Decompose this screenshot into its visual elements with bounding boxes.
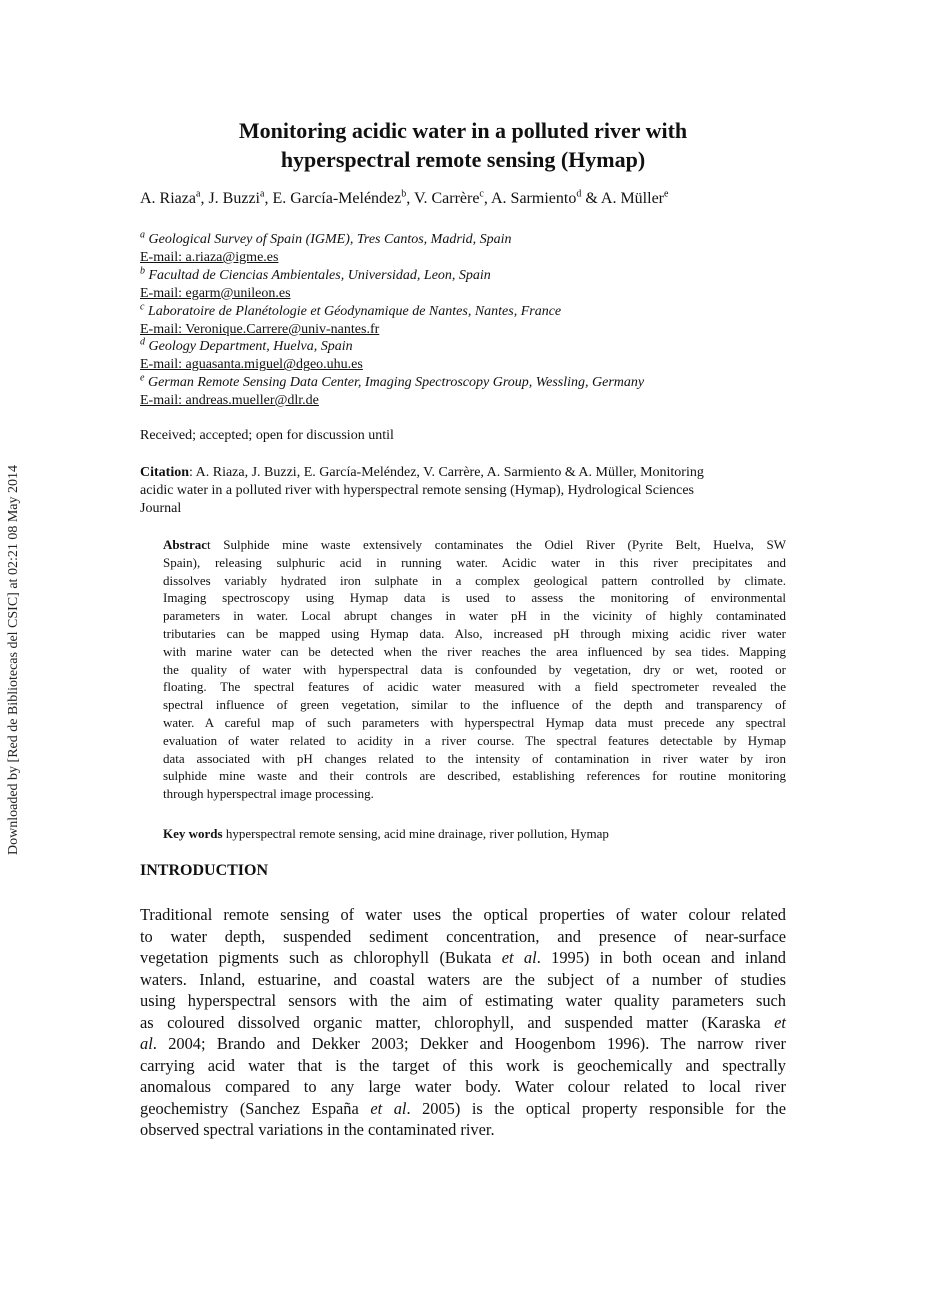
affiliation: $^a$ Geological Survey of Spain (IGME), Tres Cantos, Madrid, Spain: [140, 229, 512, 247]
received-line: Received; accepted; open for discussion until: [140, 428, 394, 443]
download-stamp: Downloaded by [Red de Bibliotecas del CSIC] at 02:21 08 May 2014: [6, 465, 21, 855]
affiliation: $^c$ Laboratoire de Planétologie et Géodynamique de Nantes, Nantes, France: [140, 300, 562, 319]
citation-block: Citation: A. Riaza, J. Buzzi, E. García-Meléndez, V. Carrère, A. Sarmiento & A. Müller, Monitoring acidic water in a polluted river with hyperspectral remote sensing (Hymap), Hydrological Sciences Journal: [140, 465, 704, 516]
paper-title: [140, 116, 786, 174]
author: J. Buzzi$^a$,: [208, 188, 273, 207]
affiliations: [140, 231, 840, 410]
title-line: Monitoring acidic water in a polluted river with: [238, 118, 688, 143]
section-heading: INTRODUCTION: [140, 862, 269, 879]
author: A. Riaza$^a$,: [140, 188, 209, 207]
keywords-line: Key words hyperspectral remote sensing, acid mine drainage, river pollution, Hymap: [163, 826, 609, 841]
author-email-link[interactable]: E-mail: aguasanta.miguel@dgeo.uhu.es: [140, 357, 363, 373]
affiliation: $^b$ Facultad de Ciencias Ambientales, Universidad, Leon, Spain: [140, 265, 491, 283]
author: V. Carrère$^c$,: [413, 188, 491, 207]
introduction-paragraph: Traditional remote sensing of water uses the optical properties of water colour related to water depth, suspended sediment concentration, and presence of near-surface vegetation pigments such as chlorophyll (Bukata et al. 1995) in both ocean and inland waters. Inland, estuarine, and coastal waters are the subject of a number of studies using hyperspectral sensors with the aim of estimating water quality parameters such as coloured dissolved organic matter, chlorophyll, and suspended matter (Karaska et al. 2004; Brando and Dekker 2003; Dekker and Hoogenbom 1996). The narrow river carrying acid water that is the target of this work is geochemically and spectrally anomalous compared to any large water body. Water colour related to local river geochemistry (Sanchez España et al. 2005) is the optical property responsible for the observed spectral variations in the contaminated river.: [140, 905, 786, 1139]
author-email-link[interactable]: E-mail: egarm@unileon.es: [140, 285, 291, 301]
keywords-label: Key words: [163, 826, 223, 841]
abstract-label: Abstrac: [163, 537, 208, 552]
author: A. Müller$^e$: [600, 188, 669, 207]
author-email-link[interactable]: E-mail: Veronique.Carrere@univ-nantes.fr: [140, 321, 380, 337]
author-email-link[interactable]: E-mail: a.riaza@igme.es: [140, 249, 279, 265]
author: E. García-Meléndez$^b$,: [272, 188, 414, 207]
author-list: [140, 190, 800, 208]
author: A. Sarmiento$^d$ &: [491, 188, 601, 207]
abstract-block: Abstract Sulphide mine waste extensively contaminates the Odiel River (Pyrite Belt, Huelva, SW Spain), releasing sulphuric acid in running water. Acidic water in this river precipitates and dissolves variably hydrated iron sulphate in a complex geological pattern controlled by climate. Imaging spectroscopy using Hymap data is used to assess the monitoring of environmental parameters in water. Local abrupt changes in water pH in the vicinity of highly contaminated tributaries can be mapped using Hymap data. Also, increased pH through mixing acidic river water with marine water can be detected when the river reaches the area influenced by sea tides. Mapping the quality of water with hyperspectral data is confounded by vegetation, dry or wet, rooted or floating. The spectral features of acidic water measured with a field spectrometer revealed the spectral influence of green vegetation, similar to the influence of the depth and transparency of water. A careful map of such parameters with hyperspectral Hymap data must precede any spectral evaluation of water related to acidity in a river course. The spectral features detectable by Hymap data associated with pH changes related to the intensity of contamination in river water by iron sulphide mine waste and their controls are described, establishing references for routine monitoring through hyperspectral image processing.: [163, 537, 786, 802]
author-email-link[interactable]: E-mail: andreas.mueller@dlr.de: [140, 393, 319, 409]
citation-label: Citation: [140, 465, 189, 480]
affiliation: $^e$ German Remote Sensing Data Center, Imaging Spectroscopy Group, Wessling, Germany: [140, 372, 645, 391]
affiliation: $^d$ Geology Department, Huelva, Spain: [140, 336, 353, 355]
title-line: hyperspectral remote sensing (Hymap): [280, 147, 646, 172]
